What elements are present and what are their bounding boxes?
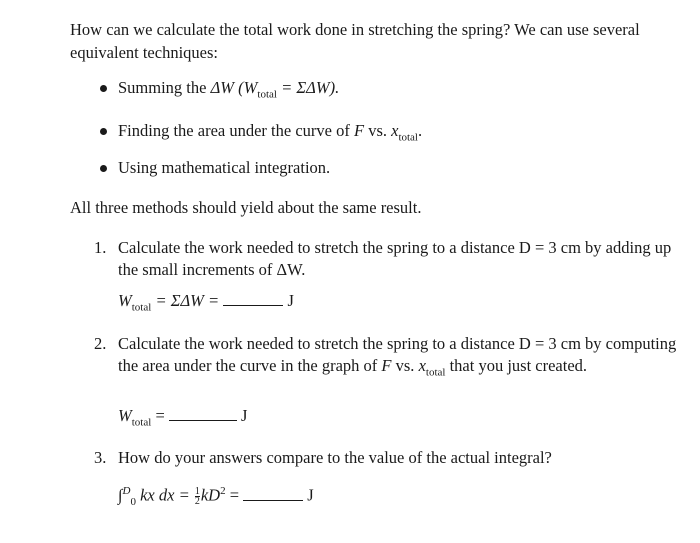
question-2-number: 2. — [94, 334, 107, 353]
answer-2-blank[interactable] — [169, 406, 237, 421]
question-1-text: Calculate the work needed to stretch the spring to a distance D = 3 cm by adding up the small increments of ΔW. — [118, 238, 672, 279]
question-3-text: How do your answers compare to the value of the actual integral? — [118, 448, 552, 467]
one-half-fraction: $\frac{1}{2}$ — [194, 486, 200, 508]
question-1-number: 1. — [94, 238, 107, 257]
question-1-answer: $W_{total} = \Sigma\Delta W = J$ — [118, 291, 294, 314]
question-3-number: 3. — [94, 448, 107, 467]
answer-1-blank[interactable] — [223, 291, 283, 306]
answer-3-blank[interactable] — [243, 486, 303, 501]
bullet-dot — [100, 128, 107, 135]
intro-paragraph: How can we calculate the total work done in stretching the spring? We can use several equivalent techniques: — [70, 20, 640, 62]
bullet-summing-text: Summing the ΔW $(W_{total} = \Sigma\Delta W)$. — [118, 78, 340, 101]
bullet-dot — [100, 85, 107, 92]
bullet-integration-text: Using mathematical integration. — [118, 158, 331, 177]
all-three-statement: All three methods should yield about the same result. — [70, 198, 422, 217]
bullet-dot — [100, 165, 107, 172]
bullet-area-text: Finding the area under the curve of F vs. $x_{total}$. — [118, 121, 423, 144]
question-2-text: Calculate the work needed to stretch the spring to a distance D = 3 cm by computing the area under the curve in the graph of F vs. $x_{total}$ that you just created. — [118, 334, 677, 379]
question-3-answer: ∫$^D_0$ kx dx = $\frac{1}{2}$ $kD^2 = J$ — [118, 485, 314, 508]
question-2-answer: $W_{total} = J$ — [118, 406, 248, 429]
